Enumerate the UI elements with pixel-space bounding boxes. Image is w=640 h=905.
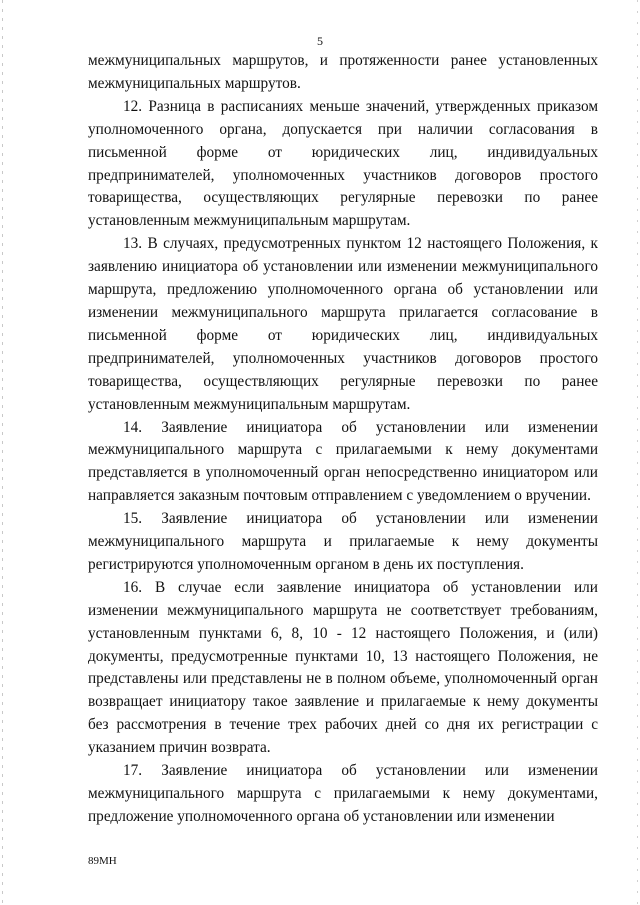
paragraph-16: 16. В случае если заявление инициатора об установлении или изменении межмуниципального маршрута не соответствует требованиям, установленным пунктами 6, 8, 10 - 12 настоящего Положения, и (или) документы, предусмотренные пунктами 10, 13 настоящего Положения, не представлены или представлены не в полном объеме, уполномоченный орган возвращает инициатору такое заявление и прилагаемые к нему документы без рассмотрения в течение трех рабочих дней со дня их регистрации с указанием причин возврата. [88, 578, 598, 757]
page-number: 5 [317, 34, 323, 48]
paragraph-13: 13. В случаях, предусмотренных пунктом 12 настоящего Положения, к заявлению инициатора об установлении или изменении межмуниципального маршрута, предложению уполномоченного органа об установлении или изменении межмуниципального маршрута прилагается согласование в письменной форме от юридических лиц, индивидуальных предпринимателей, уполномоченных участников договоров простого товарищества, осуществляющих регулярные перевозки по ранее установленным межмуниципальным маршрутам. [88, 235, 598, 413]
paragraph-14: 14. Заявление инициатора об установлении или изменении межмуниципального маршрута с прилагаемыми к нему документами представляется в уполномоченный орган непосредственно инициатором или направляется заказным почтовым отправлением с уведомлением о вручении. [88, 418, 598, 505]
scan-edge-left [2, 0, 3, 905]
scan-edge-right [637, 0, 638, 905]
paragraph-17: 17. Заявление инициатора об установлении или изменении межмуниципального маршрута с прилагаемыми к нему документами, предложение уполномоченного органа об установлении или изменении [88, 762, 598, 825]
paragraph-15: 15. Заявление инициатора об установлении или изменении межмуниципального маршрута и прилагаемые к нему документы регистрируются уполномоченным органом в день их поступления. [88, 510, 598, 573]
paragraph-continuation: межмуниципальных маршрутов, и протяженности ранее установленных межмуниципальных маршрутов. [88, 52, 598, 92]
document-body [88, 50, 598, 829]
paragraph-12: 12. Разница в расписаниях меньше значений, утвержденных приказом уполномоченного органа, допускается при наличии согласования в письменной форме от юридических лиц, индивидуальных предпринимателей, уполномоченных участников договоров простого товарищества, осуществляющих регулярные перевозки по ранее установленным межмуниципальным маршрутам. [88, 97, 598, 230]
footer-document-code: 89МН [88, 855, 117, 867]
